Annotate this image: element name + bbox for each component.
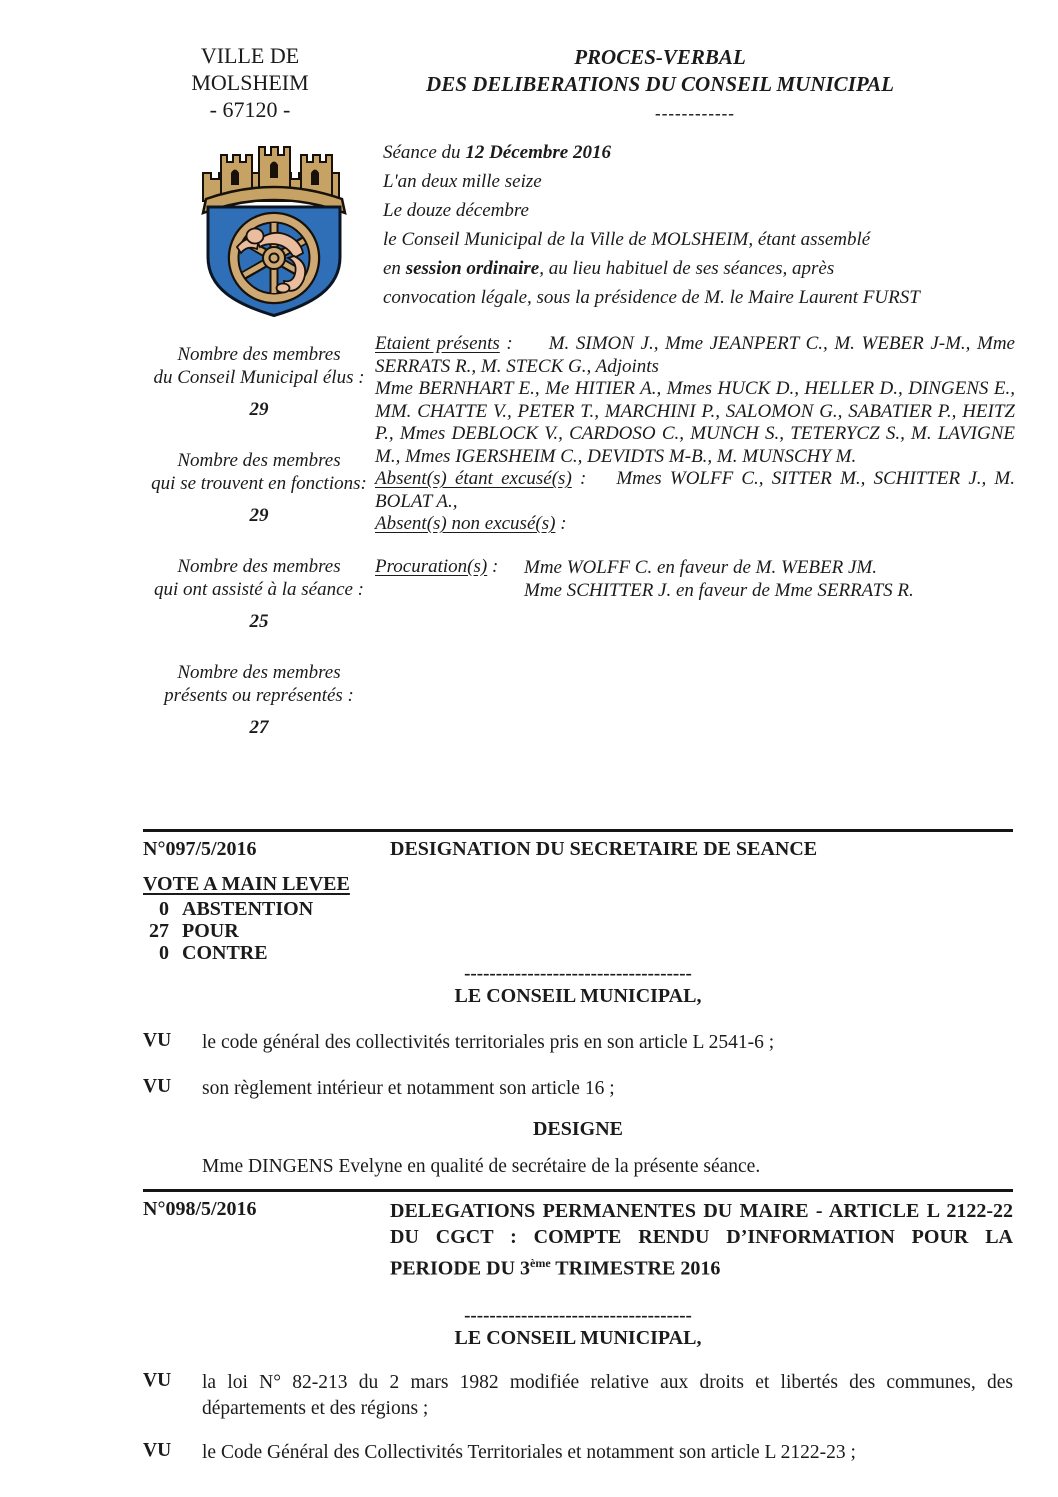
vote-count: 0 <box>159 942 169 964</box>
session-line-2: L'an deux mille seize <box>383 171 542 192</box>
session-line-5-pre: en <box>383 258 406 279</box>
vu-label: VU <box>143 1076 172 1097</box>
absent-excused <box>375 468 1015 513</box>
deliberation-title: DESIGNATION DU SECRETAIRE DE SEANCE <box>390 838 818 860</box>
member-count-value: 27 <box>249 717 269 738</box>
present-names-1: M. SIMON J., Mme JEANPERT C., M. WEBER J-M., Mme SERRATS R., M. STECK G., Adjoints <box>375 333 1015 377</box>
procurations-colon: : <box>487 555 499 577</box>
city-name-line2: MOLSHEIM <box>191 70 309 95</box>
vu-label: VU <box>143 1369 172 1391</box>
deliberation-097 <box>143 829 1013 1179</box>
member-count-group <box>143 343 375 419</box>
absent-not-excused <box>375 513 1015 536</box>
vu-label: VU <box>143 1030 172 1051</box>
member-count-value: 25 <box>249 611 269 632</box>
absent-excused-colon: : <box>571 468 587 489</box>
deliberation-098 <box>143 1189 1013 1466</box>
vu-item <box>143 1370 1013 1422</box>
council-heading: LE CONSEIL MUNICIPAL, <box>454 1326 702 1349</box>
member-count-group <box>143 661 375 737</box>
session-date: 12 Décembre 2016 <box>465 142 611 163</box>
deliberation-title <box>390 1198 1013 1282</box>
crown-window-left <box>231 170 239 186</box>
header-right-column <box>375 42 1015 317</box>
member-count-label: Nombre des membres <box>177 450 341 471</box>
absent-excused-label: Absent(s) étant excusé(s) <box>375 468 572 489</box>
vu-text: son règlement intérieur et notamment son article 16 ; <box>202 1078 615 1099</box>
absent-not-excused-colon: : <box>555 513 567 534</box>
session-date-prefix: Séance du <box>383 142 466 163</box>
vote-row <box>143 942 1013 964</box>
session-line-3: Le douze décembre <box>383 200 529 221</box>
vu-text: le code général des collectivités territoriales pris en son article L 2541-6 ; <box>202 1032 775 1053</box>
dashed-separator: ------------------------------------ <box>464 963 692 984</box>
vote-count: 0 <box>159 898 169 920</box>
vote-label: ABSTENTION <box>182 898 314 920</box>
city-block <box>143 42 357 123</box>
decision-heading: DESIGNE <box>532 1118 624 1140</box>
member-count-label-2: du Conseil Municipal élus : <box>153 367 365 388</box>
member-count-label-2: qui se trouvent en fonctions: <box>151 473 367 494</box>
vu-item <box>143 1076 1013 1102</box>
deliberation-title-part1: DELEGATIONS PERMANENTES DU MAIRE - ARTICLE L 2122-22 DU CGCT : COMPTE RENDU D’INFORMATION POUR LA PERIODE DU 3 <box>390 1200 1013 1280</box>
vote-row <box>143 920 1013 942</box>
postal-code: - 67120 - <box>209 97 291 122</box>
vu-text: le Code Général des Collectivités Territoriales et notamment son article L 2122-23 ; <box>202 1441 856 1463</box>
member-count-group <box>143 555 375 631</box>
vote-label: CONTRE <box>182 942 268 964</box>
vote-count: 27 <box>149 920 169 942</box>
member-count-label: Nombre des membres <box>177 556 341 577</box>
vu-label: VU <box>143 1439 172 1461</box>
header-left-column <box>143 42 375 317</box>
vote-row <box>143 898 1013 920</box>
coat-of-arms-icon <box>199 139 349 317</box>
procuration-line: Mme SCHITTER J. en faveur de Mme SERRATS R. <box>524 579 914 601</box>
document-title-line1: PROCES-VERBAL <box>574 45 746 69</box>
vu-text: la loi N° 82-213 du 2 mars 1982 modifiée relative aux droits et libertés des communes, des départements et des régions ; <box>202 1371 1013 1419</box>
deliberation-title-superscript: ème <box>530 1256 551 1270</box>
procuration-line: Mme WOLFF C. en faveur de M. WEBER JM. <box>524 556 877 578</box>
document-title-line2: DES DELIBERATIONS DU CONSEIL MUNICIPAL <box>426 72 894 96</box>
members-section <box>143 333 1016 767</box>
crown-window-right <box>311 170 319 186</box>
deliberation-number: N°098/5/2016 <box>143 1198 257 1220</box>
member-counts <box>143 333 375 767</box>
member-count-label: Nombre des membres <box>177 344 341 365</box>
present-members <box>375 333 1015 378</box>
deliberation-title-part2: TRIMESTRE 2016 <box>550 1257 721 1280</box>
absent-not-excused-label: Absent(s) non excusé(s) <box>375 513 556 534</box>
council-heading: LE CONSEIL MUNICIPAL, <box>454 985 702 1007</box>
document-title <box>375 42 1015 98</box>
member-count-label-2: présents ou représentés : <box>164 685 354 706</box>
absent-excused-names: Mmes WOLFF C., SITTER M., SCHITTER J., M. BOLAT A., <box>375 468 1016 512</box>
member-count-label: Nombre des membres <box>177 662 341 683</box>
procurations <box>375 556 1015 602</box>
vu-item <box>143 1030 1013 1056</box>
deliberation-number: N°097/5/2016 <box>143 838 257 860</box>
attendance-block <box>375 333 1015 767</box>
document-header <box>143 42 1013 317</box>
title-separator: ------------ <box>655 104 735 123</box>
city-name-line1: VILLE DE <box>200 43 300 68</box>
present-names-2: Mme BERNHART E., Me HITIER A., Mmes HUCK D., HELLER D., DINGENS E., MM. CHATTE V., PETER T., MARCHINI P., SALOMON G., SABATIER P., HEITZ P., Mmes DEBLOCK V., CARDOSO C., MUNCH S., TETERYCZ S., M. LAVIGNE M., Mmes IGERSHEIM C., DEVIDTS M-B., M. MUNSCHY M. <box>375 378 1015 467</box>
vu-item <box>143 1440 1013 1466</box>
crown-window-center <box>270 162 278 179</box>
member-count-value: 29 <box>249 505 269 526</box>
procurations-label: Procuration(s) <box>375 555 488 577</box>
member-count-group <box>143 449 375 525</box>
session-type: session ordinaire <box>405 258 540 279</box>
present-label: Etaient présents <box>375 333 500 354</box>
decision-text: Mme DINGENS Evelyne en qualité de secrétaire de la présente séance. <box>202 1156 761 1177</box>
dashed-separator: ------------------------------------ <box>464 1304 692 1326</box>
present-colon: : <box>499 333 513 354</box>
vote-label: POUR <box>182 920 239 942</box>
session-line-6: convocation légale, sous la présidence de M. le Maire Laurent FURST <box>383 287 920 308</box>
member-count-label-2: qui ont assisté à la séance : <box>153 579 365 600</box>
session-line-5 <box>383 254 1015 283</box>
member-count-value: 29 <box>249 399 269 420</box>
vote-heading: VOTE A MAIN LEVEE <box>143 873 350 895</box>
vote-section <box>143 861 1013 964</box>
session-line-4: le Conseil Municipal de la Ville de MOLSHEIM, étant assemblé <box>383 229 871 250</box>
session-info <box>375 138 1015 312</box>
session-line-5-post: , au lieu habituel de ses séances, après <box>539 258 835 279</box>
session-date-line <box>383 138 1015 167</box>
